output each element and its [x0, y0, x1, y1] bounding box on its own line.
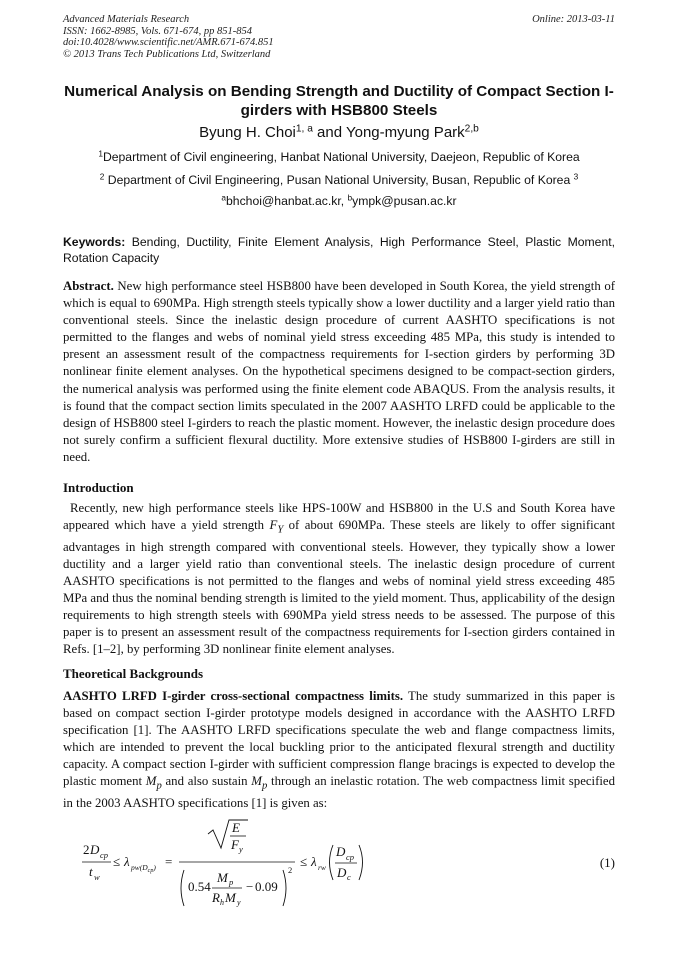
theory-text-1: The study summarized in this paper is based on compact section I-girder prototype models designed in accordance with the AASHTO LRFD specification [1]. The AASHTO LRFD specifications speculate the web and flange compactness limits, which are intended to prevent the local buckling prior to the anticipated flexural strength and ductility capacity. A compact section I-girder with sufficient compression flange bracings is expected to develop the plastic moment	[63, 689, 615, 789]
eq-cp-sub: cp	[100, 850, 109, 860]
eq-pw-sub	[130, 863, 156, 874]
eq-p-sub: p	[229, 877, 234, 887]
eq-leq-1: ≤	[113, 854, 121, 869]
eq-m-num: M	[217, 870, 228, 885]
eq-minus: −	[246, 879, 254, 894]
eq-pw-close: )	[153, 863, 156, 872]
eq-rw-sub: rw	[318, 863, 326, 872]
eq-d-den: D	[337, 865, 347, 880]
author-line	[63, 124, 615, 141]
doi-line: doi:10.4028/www.scientific.net/AMR.671-674.851	[63, 37, 274, 49]
eq-pw-label: pw(D	[131, 863, 148, 872]
affiliation-2-text: Department of Civil Engineering, Pusan National University, Busan, Republic of Korea	[104, 173, 574, 187]
eq-paren-right-2	[359, 845, 363, 880]
eq-m-den: M	[225, 890, 236, 905]
eq-d: D	[90, 842, 100, 857]
journal-name: Advanced Materials Research	[63, 14, 190, 25]
keywords	[63, 235, 615, 266]
author-1: Byung H. Choi	[199, 124, 296, 141]
fy-subscript: Y	[277, 524, 284, 536]
eq-h-sub: h	[220, 898, 224, 907]
author-2: Yong-myung Park	[345, 124, 465, 141]
affiliation-2-trail-sup: 3	[573, 171, 579, 182]
eq-paren-left-2	[330, 845, 334, 880]
mp-1-sub: p	[156, 781, 162, 793]
affiliation-1	[63, 150, 615, 164]
mp-2-sub: p	[261, 781, 268, 793]
theory-text-2: and also sustain	[161, 774, 252, 789]
mp-2-letter: M	[251, 774, 262, 789]
eq-square: 2	[288, 865, 293, 875]
intro-text-1: Recently, new high performance steels like HPS-100W and HSB800 in the U.S and South Korea have appeared which have a yield strength	[63, 501, 615, 533]
mp-symbol-2	[251, 774, 268, 793]
online-date: Online: 2013-03-11	[532, 14, 615, 25]
theory-paragraph	[63, 688, 615, 812]
eq-lambda-2: λ	[311, 854, 317, 869]
abstract	[63, 278, 615, 466]
email-a: bhchoi@hanbat.ac.kr,	[226, 194, 348, 208]
fy-symbol	[269, 518, 284, 536]
eq-e: E	[232, 820, 240, 835]
eq-leq-2: ≤	[300, 854, 308, 869]
email-a-sup: a	[221, 192, 227, 203]
keywords-text: Bending, Ductility, Finite Element Analysis, High Performance Steel, Plastic Moment, Rotation Capacity	[63, 235, 615, 265]
mp-1-letter: M	[145, 774, 157, 789]
eq-const: 0.09	[255, 879, 278, 894]
eq-y-sub-1: y	[239, 844, 243, 854]
issn-line: ISSN: 1662-8985, Vols. 671-674, pp 851-854	[63, 25, 252, 37]
theory-run-in: AASHTO LRFD I-girder cross-sectional compactness limits.	[63, 689, 404, 703]
eq-c-sub: c	[347, 872, 351, 882]
introduction-paragraph	[63, 500, 615, 658]
affiliation-2-sup: 2	[99, 171, 105, 182]
mp-symbol-1	[145, 774, 162, 793]
paper-title: Numerical Analysis on Bending Strength and Ductility of Compact Section I-girders with HSB800 Steels	[64, 83, 614, 119]
author-1-sup: 1, a	[295, 123, 313, 135]
journal-header	[63, 14, 274, 60]
fy-letter: F	[269, 518, 278, 533]
eq-paren-left	[181, 870, 184, 906]
copyright-line: © 2013 Trans Tech Publications Ltd, Switzerland	[63, 48, 271, 60]
eq-d-num: D	[336, 844, 346, 859]
eq-equals: =	[165, 854, 173, 869]
author-and: and	[312, 124, 346, 141]
affiliation-1-text: Department of Civil engineering, Hanbat National University, Daejeon, Republic of Korea	[102, 150, 580, 164]
eq-paren-right	[283, 870, 286, 906]
keywords-label: Keywords:	[63, 235, 126, 249]
eq-lambda-1: λ	[124, 854, 130, 869]
intro-text-2: of about 690MPa. These steels are likely to offer significant advantages in high strength compared with conventional steels. However, they typically show a lower ductility and a larger yield ratio than conventional steels. The inelastic design procedure of current AASHTO specifications is not permitted to the flanges and webs of nominal yield stress exceeding 485 MPa and thus the nominal bending strength is limited to the yield moment. Thus, applicability of the design requirements to high strength steels with 690MPa yield stress needs to be assessed. The purpose of this paper is to present an assessment result of the compactness requirements for I-section girders contained in Refs. [1–2], by performing 3D nonlinear finite element analyses.	[63, 518, 615, 657]
author-2-sup: 2,b	[464, 123, 479, 135]
theory-heading: Theoretical Backgrounds	[63, 666, 204, 681]
affiliation-2	[63, 173, 615, 187]
theory-text-3: through an inelastic rotation. The web compactness limit specified in the 2003 AASHTO specifications [1] is given as:	[63, 774, 616, 811]
email-b-sup: b	[347, 192, 353, 203]
introduction-heading: Introduction	[63, 480, 134, 495]
email-b: ympk@pusan.ac.kr	[352, 194, 457, 208]
abstract-label: Abstract.	[63, 279, 114, 293]
eq-two: 2	[83, 842, 90, 857]
eq-cp-sub-2: cp	[346, 852, 355, 862]
eq-t: t	[89, 864, 93, 879]
eq-w-sub: w	[94, 872, 100, 882]
equation-number: (1)	[599, 855, 615, 870]
affiliation-1-sup: 1	[98, 148, 103, 159]
email-line	[63, 194, 615, 208]
eq-y-sub-2: y	[237, 898, 241, 907]
eq-r: R	[212, 890, 220, 905]
eq-coef: 0.54	[188, 879, 211, 894]
equation-1	[80, 818, 615, 910]
abstract-text: New high performance steel HSB800 have been developed in South Korea, the yield strength of which is equal to 690MPa. High strength steels typically show a lower ductility and a larger yield ratio than conventional steels. Since the inelastic design procedure of current AASHTO specifications is not permitted to the flanges and webs of nominal yield stress exceeding 485 MPa, this study is intended to present an assessment result of the compactness requirements for I-section girders by performing 3D nonlinear finite element analyses. On the hypothetical specimens designed to be compact-section girders, the numerical analysis was performed using the finite element code ABAQUS. From the analysis results, it is found that the compact section limits speculated in the 2007 AASHTO LRFD could be applicable to the design of HSB800 steel I-girders to reach the plastic moment. However, the inelastic design procedure does not surely confirm a sufficient flexural ductility. More extensive studies of HSB800 I-girders are still in need.	[63, 279, 615, 464]
eq-f: F	[231, 837, 239, 852]
eq-pw-cp: cp	[147, 868, 154, 874]
